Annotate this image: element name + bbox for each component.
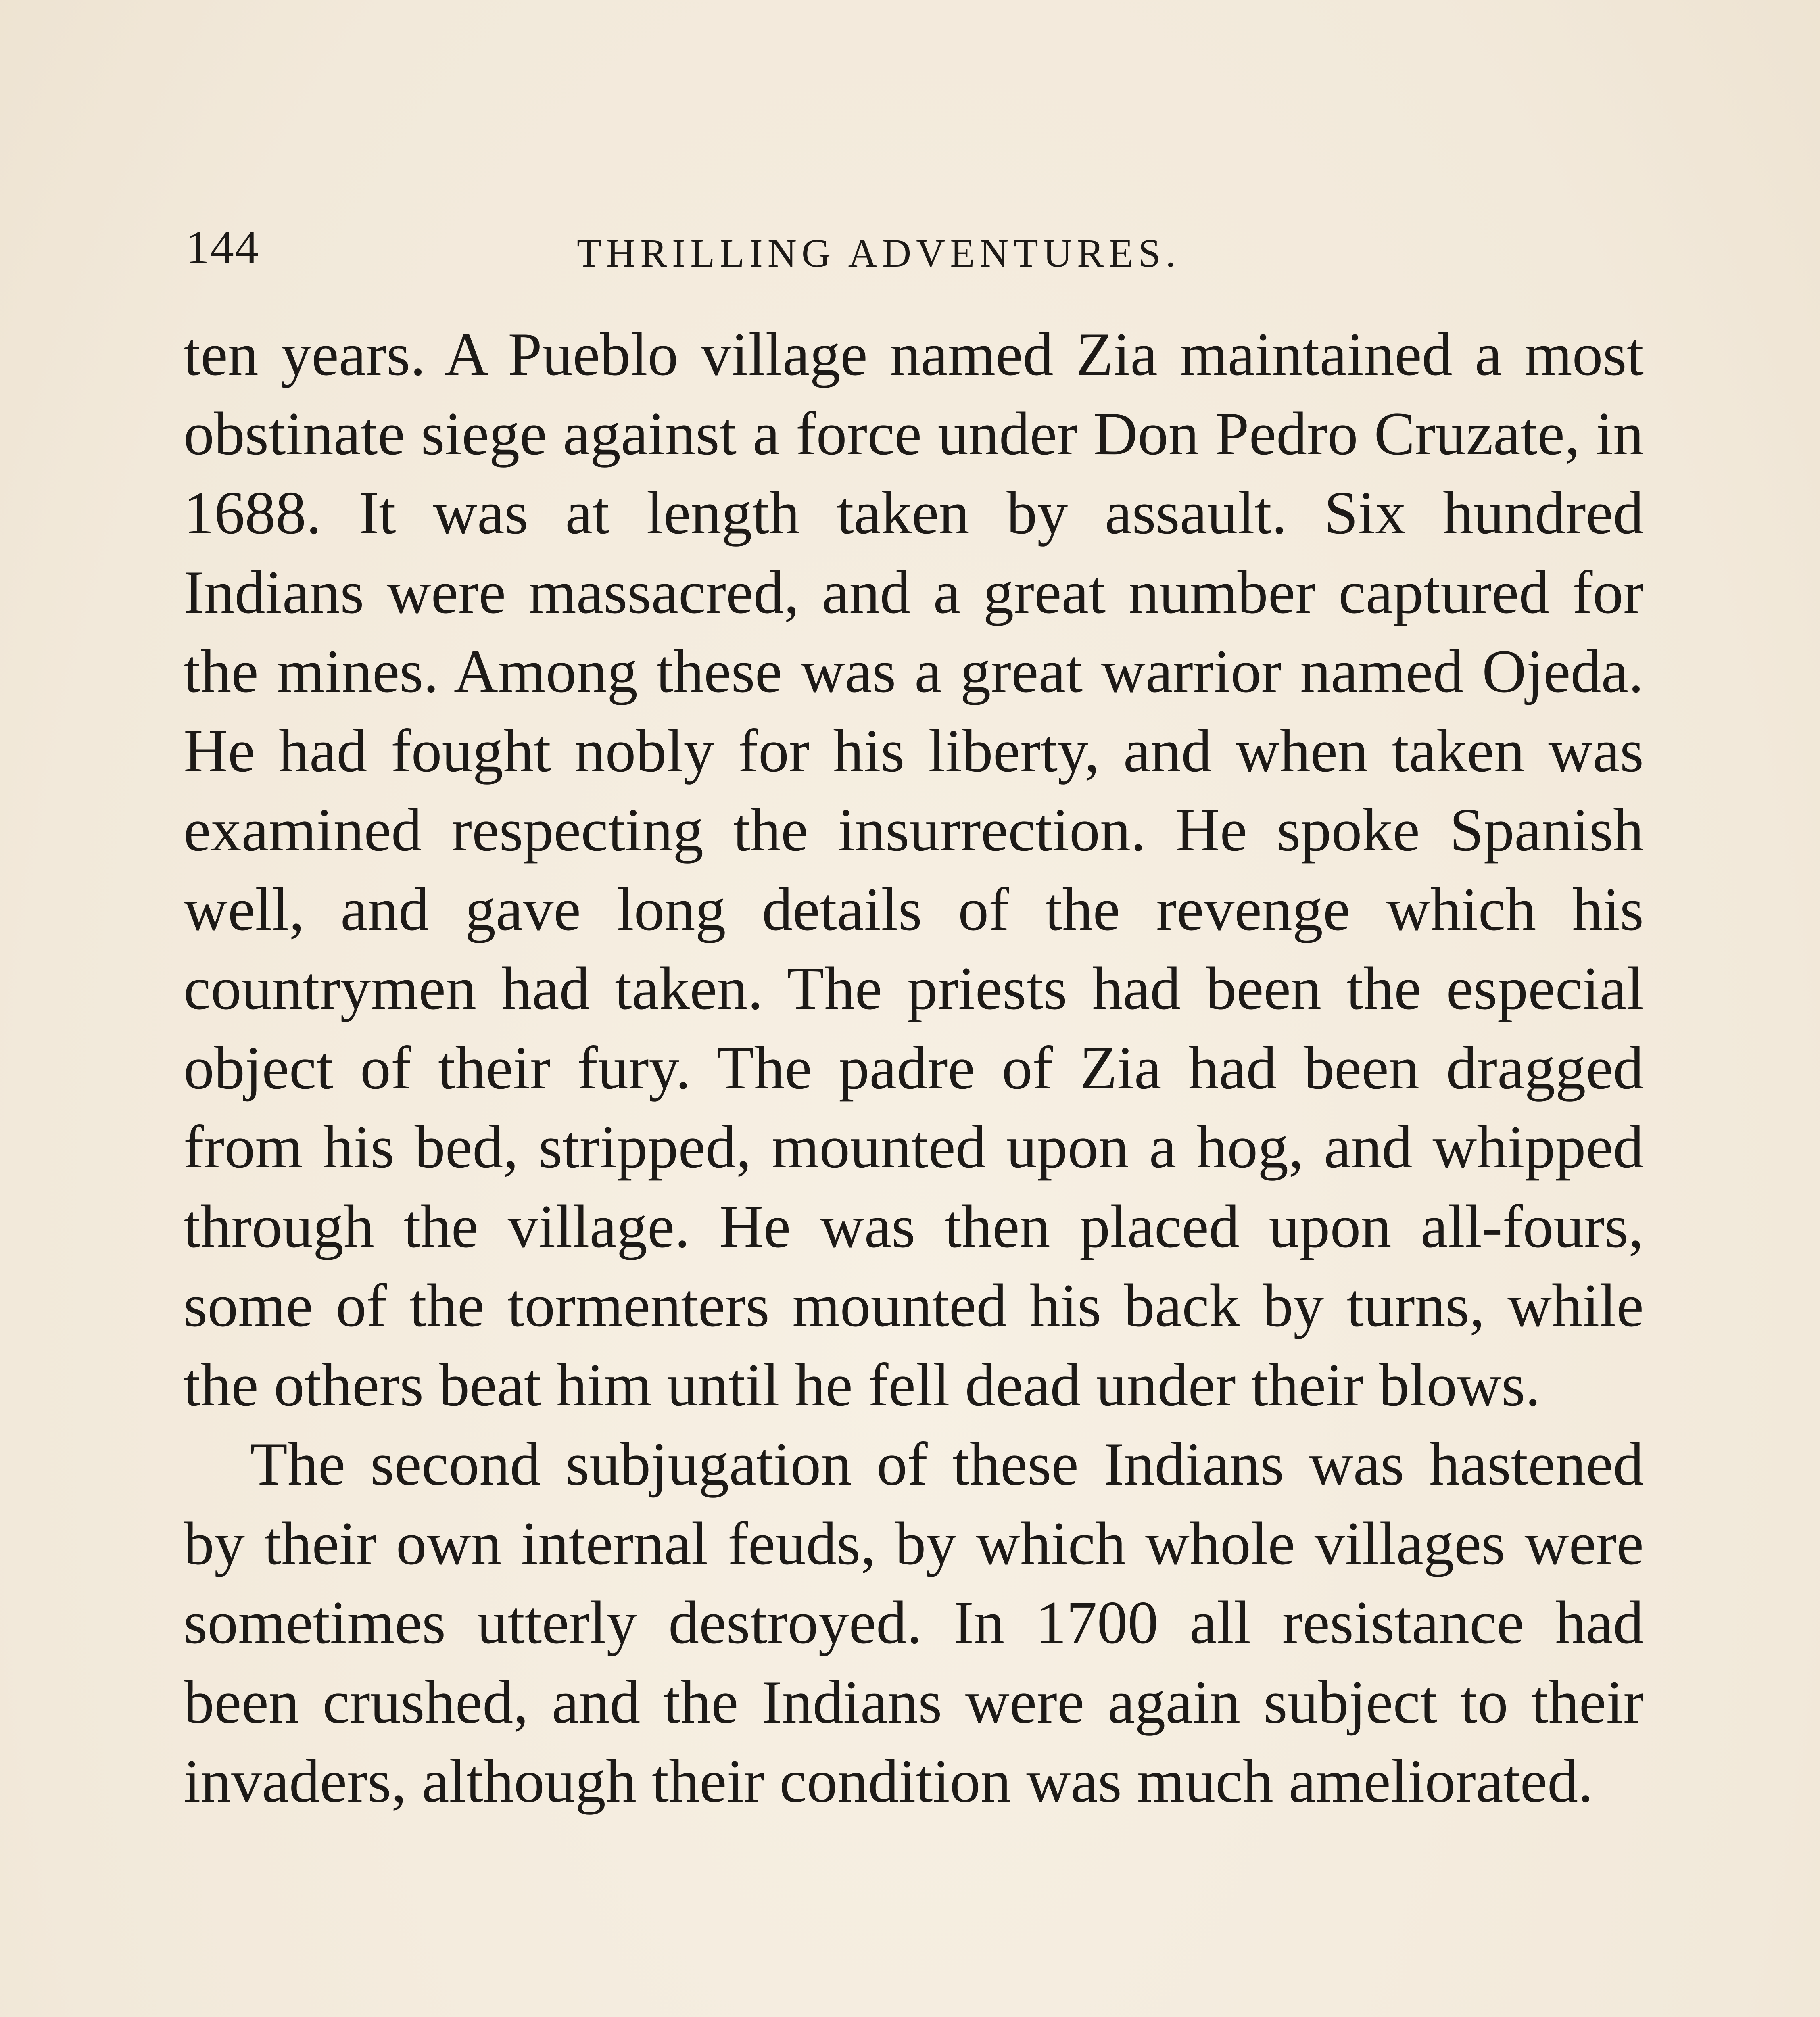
page-header <box>186 220 1642 276</box>
running-head: THRILLING ADVENTURES. <box>577 231 1181 276</box>
paragraph-2: The second subjugation of these Indians was hastened by their own internal feuds, by which whole villages were sometimes utterly destroyed. In 1700 all resistance had been crushed, and the Indians were again subject to their invaders, although their condition was much ameliorated. <box>184 1430 1644 1815</box>
page-number: 144 <box>186 221 259 274</box>
body-text <box>184 315 1644 1821</box>
paragraph-1: ten years. A Pueblo village named Zia maintained a most obstinate siege against a force under Don Pedro Cruzate, in 1688. It was at length taken by assault. Six hundred Indians were massacred, and a great number captured for the mines. Among these was a great warrior named Ojeda. He had fought nobly for his liberty, and when taken was examined respecting the insurrection. He spoke Spanish well, and gave long details of the revenge which his countrymen had taken. The priests had been the especial object of their fury. The padre of Zia had been dragged from his bed, stripped, mounted upon a hog, and whipped through the village. He was then placed upon all-fours, some of the tormenters mounted his back by turns, while the others beat him until he fell dead under their blows. <box>184 320 1644 1419</box>
